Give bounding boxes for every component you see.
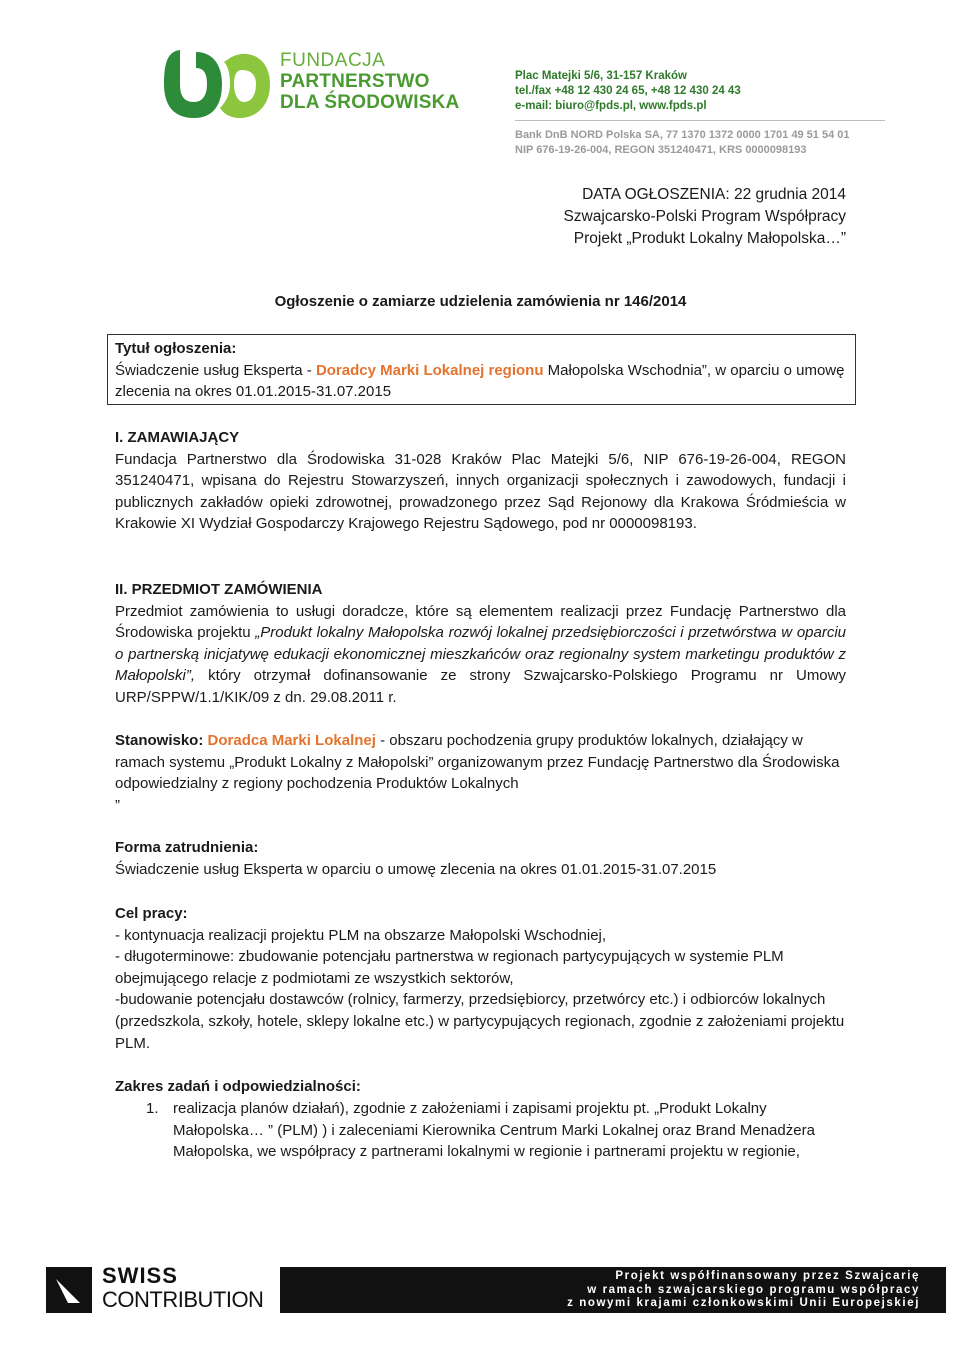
zakres-label: Zakres zadań i odpowiedzialności: xyxy=(115,1078,361,1095)
contact-phone: tel./fax +48 12 430 24 65, +48 12 430 24 43 xyxy=(515,85,741,97)
title-text-part1: Świadczenie usług Eksperta - xyxy=(115,361,316,379)
section-text xyxy=(115,601,846,709)
zakres-list xyxy=(146,1098,846,1163)
forma-text: Świadczenie usług Eksperta w oparciu o umowę zlecenia na okres 01.01.2015-31.07.2015 xyxy=(115,860,717,878)
section-text: Fundacja Partnerstwo dla Środowiska 31-028 Kraków Plac Matejki 5/6, NIP 676-19-26-004, REGON 351240471, wpisana do Rejestru Stowarzyszeń, innych organizacji społecznych i zawodowych, fundacji i publicznych zakładów opieki zdrowotnej, prowadzonego przez Sąd Rejonowy dla Krakowa Śródmieścia w Krakowie XI Wydział Gospodarczy Krajowego Rejestru Sądowego, pod nr 0000098193. xyxy=(115,450,846,533)
band-line-3: z nowymi krajami członkowskimi Unii Europejskiej xyxy=(567,1297,920,1309)
announcement-date: DATA OGŁOSZENIA: 22 grudnia 2014 xyxy=(582,186,846,203)
logo-line-1: FUNDACJA xyxy=(280,50,386,71)
stanowisko-text xyxy=(115,730,846,795)
stanowisko-label: Stanowisko: xyxy=(115,732,208,749)
title-text xyxy=(115,360,848,403)
stanowisko-description: - obszaru pochodzenia grupy produktów lokalnych, działający w ramach systemu „Produkt Lokalny z Małopolski” organizowanym przez Fundację Partnerstwo dla Środowiska odpowiedzialny z regiony pochodzenia Produktów Lokalnych xyxy=(115,732,840,793)
section-stanowisko xyxy=(115,730,846,816)
stanowisko-trailing-quote: ” xyxy=(115,796,120,814)
logo-wordmark xyxy=(280,50,459,113)
program-name: Szwajcarsko-Polski Program Współpracy xyxy=(563,208,846,225)
title-box xyxy=(107,334,856,405)
contact-divider xyxy=(515,120,885,121)
section-przedmiot xyxy=(115,579,846,709)
project-title-italic: „Produkt lokalny Małopolska rozwój lokalnej przedsiębiorczości i przetwórstwa w oparciu o partnerską inicjatywę edukacji ekonomicznej mieszkańców oraz regionalny system marketingu produktów z Małopolski”, xyxy=(115,624,847,685)
band-line-2: w ramach szwajcarskiego programu współpracy xyxy=(587,1283,920,1296)
section-text-part2: który otrzymał dofinansowanie ze strony Szwajcarsko-Polskiego Programu nr Umowy URP/SPPW/1.1/KIK/09 z dn. 29.08.2011 r. xyxy=(115,667,846,706)
contact-address: Plac Matejki 5/6, 31-157 Kraków xyxy=(515,70,687,82)
swiss-line-1: SWISS xyxy=(102,1263,178,1288)
section-zakres-label xyxy=(115,1076,846,1098)
list-item: - kontynuacja realizacji projektu PLM na obszarze Małopolski Wschodniej, xyxy=(115,926,607,944)
title-highlight: Doradcy Marki Lokalnej regionu xyxy=(315,361,544,379)
page-title: Ogłoszenie o zamiarze udzielenia zamówienia nr 146/2014 xyxy=(274,293,687,310)
swiss-line-2: CONTRIBUTION xyxy=(102,1287,264,1312)
section-text-part1: Przedmiot zamówienia to usługi doradcze, które są elementem realizacji przez Fundację Partnerstwo dla Środowiska projektu xyxy=(115,602,846,642)
section-heading: II. PRZEDMIOT ZAMÓWIENIA xyxy=(115,581,323,598)
list-item-number: 1. xyxy=(146,1100,159,1117)
list-item: -budowanie potencjału dostawców (rolnicy, farmerzy, przedsiębiorcy, przetwórcy etc.) i odbiorców lokalnych (przedszkola, szkoły, hotele, sklepy lokalne etc.) w partycypujących regionach, zgodnie z założeniami projektu PLM. xyxy=(115,991,845,1052)
swiss-arrow-icon xyxy=(46,1267,92,1313)
contact-block xyxy=(515,69,915,158)
title-text-part2: Małopolska Wschodnia”, w oparciu o umowę zlecenia na okres 01.01.2015-31.07.2015 xyxy=(115,361,845,401)
cofinancing-band xyxy=(280,1267,946,1313)
stanowisko-highlight: Doradca Marki Lokalnej xyxy=(207,732,376,749)
list-item: - długoterminowe: zbudowanie potencjału partnerstwa w regionach partycypujących w systemie PLM obejmującego relacje z podmiotami ze wszystkich sektorów, xyxy=(115,948,784,987)
cel-label: Cel pracy: xyxy=(115,905,188,922)
logo-line-2: PARTNERSTWO xyxy=(280,71,430,92)
contact-email: e-mail: biuro@fpds.pl, www.fpds.pl xyxy=(515,100,707,112)
section-forma xyxy=(115,837,846,880)
logo-line-3: DLA ŚRODOWISKA xyxy=(280,92,460,113)
band-line-1: Projekt współfinansowany przez Szwajcarię xyxy=(615,1270,920,1282)
announcement-meta xyxy=(563,184,846,250)
forma-label: Forma zatrudnienia: xyxy=(115,839,259,856)
section-cel xyxy=(115,903,846,1054)
foundation-logo-icon xyxy=(160,44,275,122)
title-label: Tytuł ogłoszenia: xyxy=(115,340,237,357)
bank-account: Bank DnB NORD Polska SA, 77 1370 1372 0000 1701 49 51 54 01 xyxy=(515,129,850,141)
section-zamawiajacy xyxy=(115,427,846,535)
registration-numbers: NIP 676-19-26-004, REGON 351240471, KRS 0000098193 xyxy=(515,144,807,156)
section-heading: I. ZAMAWIAJĄCY xyxy=(115,429,240,446)
list-item: realizacja planów działań), zgodnie z założeniami i zapisami projektu pt. „Produkt Lokalny Małopolska… ” (PLM) ) i zaleceniami Kierownika Centrum Marki Lokalnej oraz Brand Menadżera Małopolska, we współpracy z partnerami lokalnymi w regionie i partnerami projektu w regionie, xyxy=(173,1100,815,1161)
project-name: Projekt „Produkt Lokalny Małopolska…” xyxy=(573,230,846,247)
